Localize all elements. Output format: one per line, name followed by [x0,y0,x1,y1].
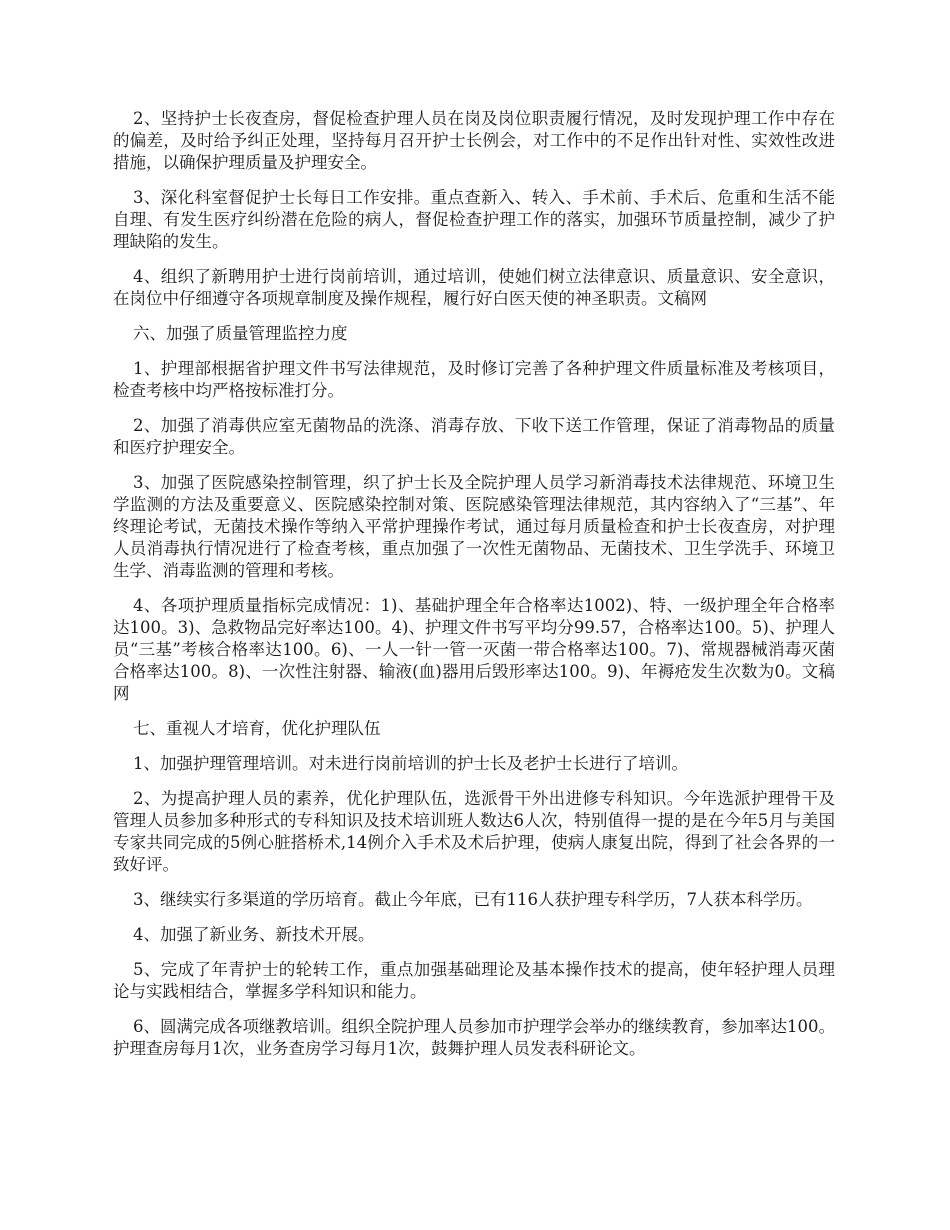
section-heading-quality-control: 六、加强了质量管理监控力度 [133,324,348,343]
document-body [113,108,835,1073]
paragraph-continuing-education: 6、圆满完成各项继教培训。组织全院护理人员参加市护理学会举办的继续教育，参加率达100。护理查房每月1次，业务查房学习每月1次，鼓舞护理人员发表科研论文。 [113,1017,835,1058]
paragraph-disinfection-supply: 2、加强了消毒供应室无菌物品的洗涤、消毒存放、下收下送工作管理，保证了消毒物品的质量和医疗护理安全。 [113,416,835,457]
paragraph-new-technology: 4、加强了新业务、新技术开展。 [133,925,375,944]
paragraph-daily-schedule: 3、深化科室督促护士长每日工作安排。重点查新入、转入、手术前、手术后、危重和生活不能自理、有发生医疗纠纷潜在危险的病人，督促检查护理工作的落实，加强环节质量控制，减少了护理缺陷的发生。 [113,188,835,251]
paragraph-patrol: 2、坚持护士长夜查房，督促检查护理人员在岗及岗位职责履行情况，及时发现护理工作中存在的偏差，及时给予纠正处理，坚持每月召开护士长例会，对工作中的不足作出针对性、实效性改进措施，以确保护理质量及护理安全。 [113,109,835,172]
paragraph-management-training: 1、加强护理管理培训。对未进行岗前培训的护士长及老护士长进行了培训。 [133,754,688,773]
paragraph-document-standards: 1、护理部根据省护理文件书写法律规范，及时修订完善了各种护理文件质量标准及考核项目，检查考核中均严格按标准打分。 [113,359,835,400]
paragraph-specialty-training: 2、为提高护理人员的素养，优化护理队伍，选派骨干外出进修专科知识。今年选派护理骨干及管理人员参加多种形式的专科知识及技术培训班人数达6人次，特别值得一提的是在今年5月与美国专家共同完成的5例心脏搭桥术,14例介入手术及术后护理，使病人康复出院，得到了社会各界的一致好评。 [113,789,835,874]
paragraph-new-nurse-training: 4、组织了新聘用护士进行岗前培训，通过培训，使她们树立法律意识、质量意识、安全意识，在岗位中仔细遵守各项规章制度及操作规程，履行好白医天使的神圣职责。文稿网 [113,267,835,308]
paragraph-academic-education: 3、继续实行多渠道的学历培育。截止今年底，已有116人获护理专科学历，7人获本科学历。 [133,890,813,909]
section-heading-talent-cultivation: 七、重视人才培育，优化护理队伍 [133,719,381,738]
paragraph-rotation: 5、完成了年青护士的轮转工作，重点加强基础理论及基本操作技术的提高，使年轻护理人员理论与实践相结合，掌握多学科知识和能力。 [113,960,835,1001]
paragraph-quality-indicators: 4、各项护理质量指标完成情况：1)、基础护理全年合格率达1002)、特、一级护理全年合格率达100。3)、急救物品完好率达100。4)、护理文件书写平均分99.57，合格率达100。5)、护理人员“三基”考核合格率达100。6)、一人一针一管一灭菌一带合格率达100。7)、常规器械消毒灭菌合格率达100。8)、一次性注射器、输液(血)器用后毁形率达100。9)、年褥疮发生次数为0。文稿网 [113,596,835,703]
paragraph-infection-control: 3、加强了医院感染控制管理，织了护士长及全院护理人员学习新消毒技术法律规范、环境卫生学监测的方法及重要意义、医院感染控制对策、医院感染管理法律规范，其内容纳入了“三基”、年终理论考试，无菌技术操作等纳入平常护理操作考试，通过每月质量检查和护士长夜查房，对护理人员消毒执行情况进行了检查考核，重点加强了一次性无菌物品、无菌技术、卫生学洗手、环境卫生学、消毒监测的管理和考核。 [113,473,835,580]
